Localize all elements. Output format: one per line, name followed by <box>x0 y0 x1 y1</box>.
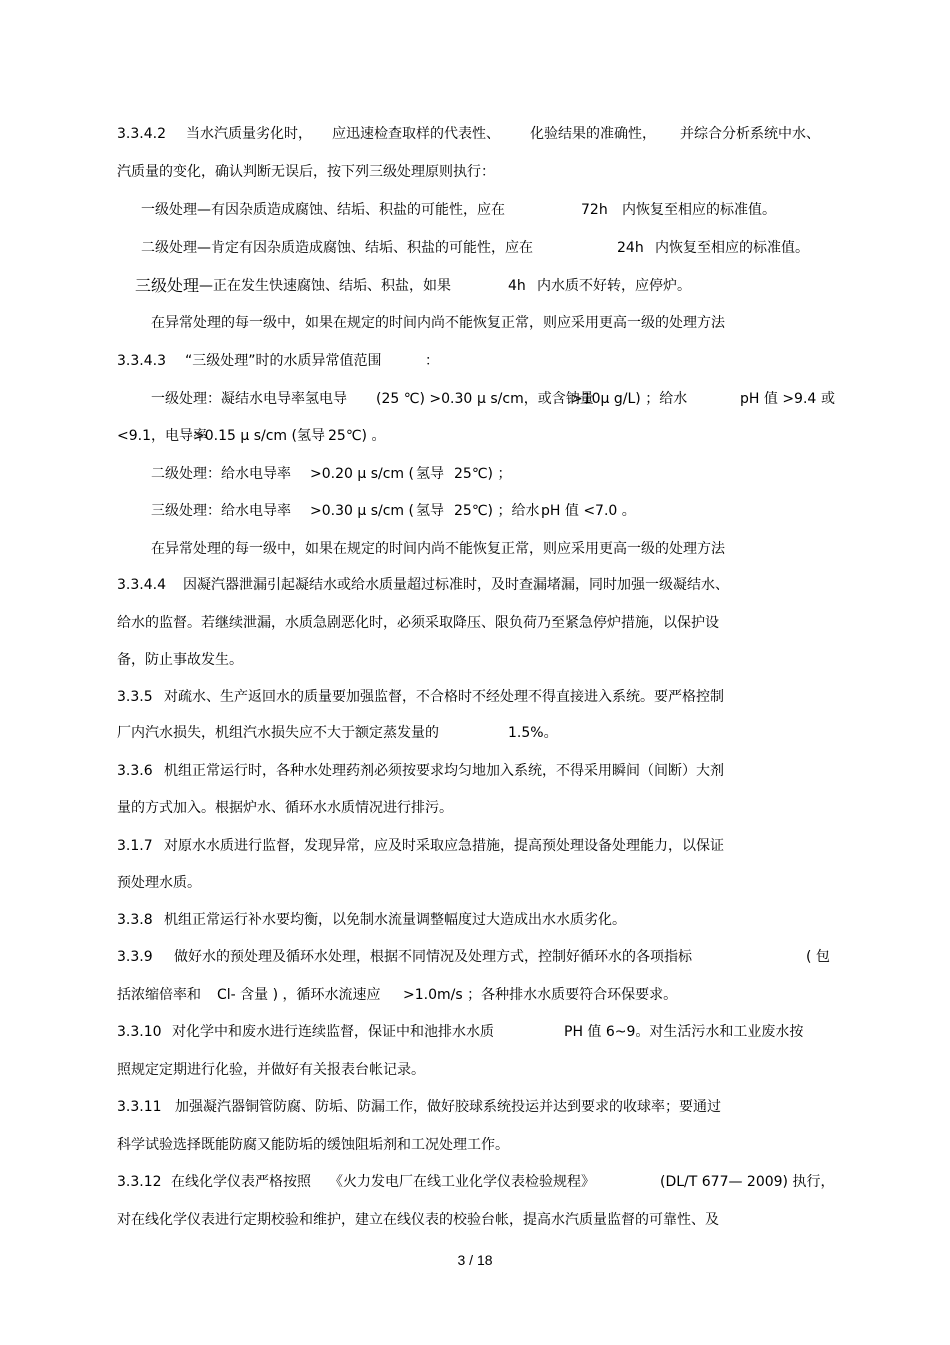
text-segment: 化验结果的准确性， <box>530 126 656 142</box>
text-segment: <9.1，电导率 <box>117 428 207 444</box>
text-segment: (25 ℃) >0.30 <box>376 391 473 407</box>
text-segment: 3.3.9 <box>117 949 153 965</box>
text-line <box>0 198 950 222</box>
text-segment: 二级处理：给水电导率 <box>151 466 291 482</box>
text-segment: 对化学中和废水进行连续监督，保证中和池排水水质 <box>172 1024 494 1040</box>
text-line <box>0 1058 950 1082</box>
text-line <box>0 1208 950 1232</box>
text-segment: 3.3.8 <box>117 912 153 928</box>
text-segment: 加强凝汽器铜管防腐、防垢、防漏工作，做好胶球系统投运并达到要求的收球率；要通过 <box>175 1099 721 1115</box>
text-segment: 科学试验选择既能防腐又能防垢的缓蚀阻垢剂和工况处理工作。 <box>117 1137 509 1153</box>
text-segment: 3.3.5 <box>117 689 153 705</box>
text-segment: 氢导 <box>416 503 444 519</box>
text-segment: 1.5%。 <box>508 725 558 741</box>
text-line <box>0 721 950 745</box>
text-segment: 对疏水、生产返回水的质量要加强监督，不合格时不经处理不得直接进入系统。要严格控制 <box>164 689 724 705</box>
text-segment: 4h <box>508 278 526 294</box>
text-line <box>0 1133 950 1157</box>
text-segment: 在异常处理的每一级中，如果在规定的时间内尚不能恢复正常，则应采用更高一级的处理方法 <box>151 541 725 557</box>
text-segment: 3.3.4.2 <box>117 126 166 142</box>
text-segment: 三级处理：给水电导率 <box>151 503 291 519</box>
text-segment: >10μ g/L) ；给水 <box>571 391 688 407</box>
text-line <box>0 648 950 672</box>
text-segment: 25℃) ； <box>454 466 512 482</box>
text-segment: 并综合分析系统中水、 <box>680 126 820 142</box>
text-segment: 机组正常运行时，各种水处理药剂必须按要求均匀地加入系统，不得采用瞬间（间断）大剂 <box>164 763 724 779</box>
text-line <box>0 236 950 260</box>
text-segment: 预处理水质。 <box>117 875 201 891</box>
text-line <box>0 499 950 523</box>
text-line <box>0 871 950 895</box>
text-segment: 照规定定期进行化验，并做好有关报表台帐记录。 <box>117 1062 425 1078</box>
text-segment: —正在发生快速腐蚀、结垢、积盐，如果 <box>199 278 451 294</box>
text-segment: 《火力发电厂在线工业化学仪表检验规程》 <box>329 1174 595 1190</box>
text-segment: μ s/cm，或含钠量 <box>477 391 594 407</box>
text-segment: >0.20 μ s/cm ( <box>310 466 414 482</box>
text-segment: 内恢复至相应的标准值。 <box>655 240 809 256</box>
text-segment: 3.3.11 <box>117 1099 162 1115</box>
text-segment: 在线化学仪表严格按照 <box>171 1174 311 1190</box>
text-line <box>0 160 950 184</box>
text-line <box>0 537 950 561</box>
text-segment: 内恢复至相应的标准值。 <box>622 202 776 218</box>
text-segment: 3.3.4.4 <box>117 577 166 593</box>
text-segment: PH 值 6~9。对生活污水和工业废水按 <box>564 1024 804 1040</box>
text-segment: 3.3.10 <box>117 1024 162 1040</box>
text-segment: 厂内汽水损失，机组汽水损失应不大于额定蒸发量的 <box>117 725 439 741</box>
text-segment: “三级处理”时的水质异常值范围 <box>185 353 382 369</box>
text-line <box>0 462 950 486</box>
text-line <box>0 122 950 146</box>
text-segment: (DL/T 677— 2009) 执行， <box>660 1174 835 1190</box>
text-segment: 3.3.4.3 <box>117 353 166 369</box>
text-segment: 对原水水质进行监督，发现异常，应及时采取应急措施，提高预处理设备处理能力，以保证 <box>164 838 724 854</box>
text-segment: ： <box>425 353 439 369</box>
text-segment: 24h <box>617 240 644 256</box>
text-line <box>0 573 950 597</box>
text-segment: 一级处理：凝结水电导率氢电导 <box>151 391 347 407</box>
text-segment: 应迅速检查取样的代表性、 <box>332 126 500 142</box>
text-line <box>0 685 950 709</box>
text-segment: 氢导 <box>297 428 325 444</box>
text-segment: >0.15 μ s/cm ( <box>193 428 297 444</box>
text-segment: 72h <box>581 202 608 218</box>
text-segment: Cl- 含量 ) ，循环水流速应 <box>217 987 381 1003</box>
text-segment: 做好水的预处理及循环水处理，根据不同情况及处理方式，控制好循环水的各项指标 <box>174 949 692 965</box>
text-line <box>0 1020 950 1044</box>
text-segment: 量的方式加入。根据炉水、循环水水质情况进行排污。 <box>117 800 453 816</box>
text-segment: 备，防止事故发生。 <box>117 652 243 668</box>
text-segment: 3.3.6 <box>117 763 153 779</box>
text-segment: >0.30 μ s/cm ( <box>310 503 414 519</box>
text-segment: 3.3.12 <box>117 1174 162 1190</box>
text-segment: 机组正常运行补水要均衡，以免制水流量调整幅度过大造成出水水质劣化。 <box>164 912 626 928</box>
text-segment: 二级处理—肯定有因杂质造成腐蚀、结垢、积盐的可能性，应在 <box>141 240 533 256</box>
text-segment: 内水质不好转，应停炉。 <box>537 278 691 294</box>
text-segment: 汽质量的变化，确认判断无误后，按下列三级处理原则执行： <box>117 164 495 180</box>
text-line <box>0 274 950 298</box>
text-line <box>0 1170 950 1194</box>
text-segment: 或 <box>821 391 835 407</box>
text-segment: 给水的监督。若继续泄漏，水质急剧恶化时，必须采取降压、限负荷乃至紧急停炉措施，以保护设 <box>117 615 719 631</box>
page-number: 3 / 18 <box>457 1252 493 1268</box>
text-line <box>0 311 950 335</box>
text-line <box>0 983 950 1007</box>
text-line <box>0 424 950 448</box>
text-segment: 25℃) 。 <box>328 428 386 444</box>
text-segment: pH 值 <7.0 。 <box>541 503 636 519</box>
text-segment: 三级处理 <box>135 276 200 295</box>
text-segment: 当水汽质量劣化时， <box>186 126 312 142</box>
text-segment: 3.1.7 <box>117 838 153 854</box>
text-segment: 25℃) ；给水 <box>454 503 540 519</box>
text-line <box>0 796 950 820</box>
text-line <box>0 945 950 969</box>
text-segment: 氢导 <box>416 466 444 482</box>
text-segment: 对在线化学仪表进行定期校验和维护，建立在线仪表的校验台帐，提高水汽质量监督的可靠性、及 <box>117 1212 719 1228</box>
text-line <box>0 349 950 373</box>
text-line <box>0 611 950 635</box>
text-line <box>0 834 950 858</box>
text-segment: ( 包 <box>806 949 830 965</box>
text-segment: 括浓缩倍率和 <box>117 987 201 1003</box>
text-segment: >1.0m/s ；各种排水水质要符合环保要求。 <box>403 987 678 1003</box>
text-segment: 在异常处理的每一级中，如果在规定的时间内尚不能恢复正常，则应采用更高一级的处理方法 <box>151 315 725 331</box>
text-segment: 一级处理—有因杂质造成腐蚀、结垢、积盐的可能性，应在 <box>141 202 505 218</box>
text-segment: pH 值 >9.4 <box>740 391 817 407</box>
text-line <box>0 759 950 783</box>
text-line <box>0 1095 950 1119</box>
text-line <box>0 908 950 932</box>
text-line <box>0 387 950 411</box>
text-segment: 因凝汽器泄漏引起凝结水或给水质量超过标准时，及时查漏堵漏，同时加强一级凝结水、 <box>183 577 729 593</box>
